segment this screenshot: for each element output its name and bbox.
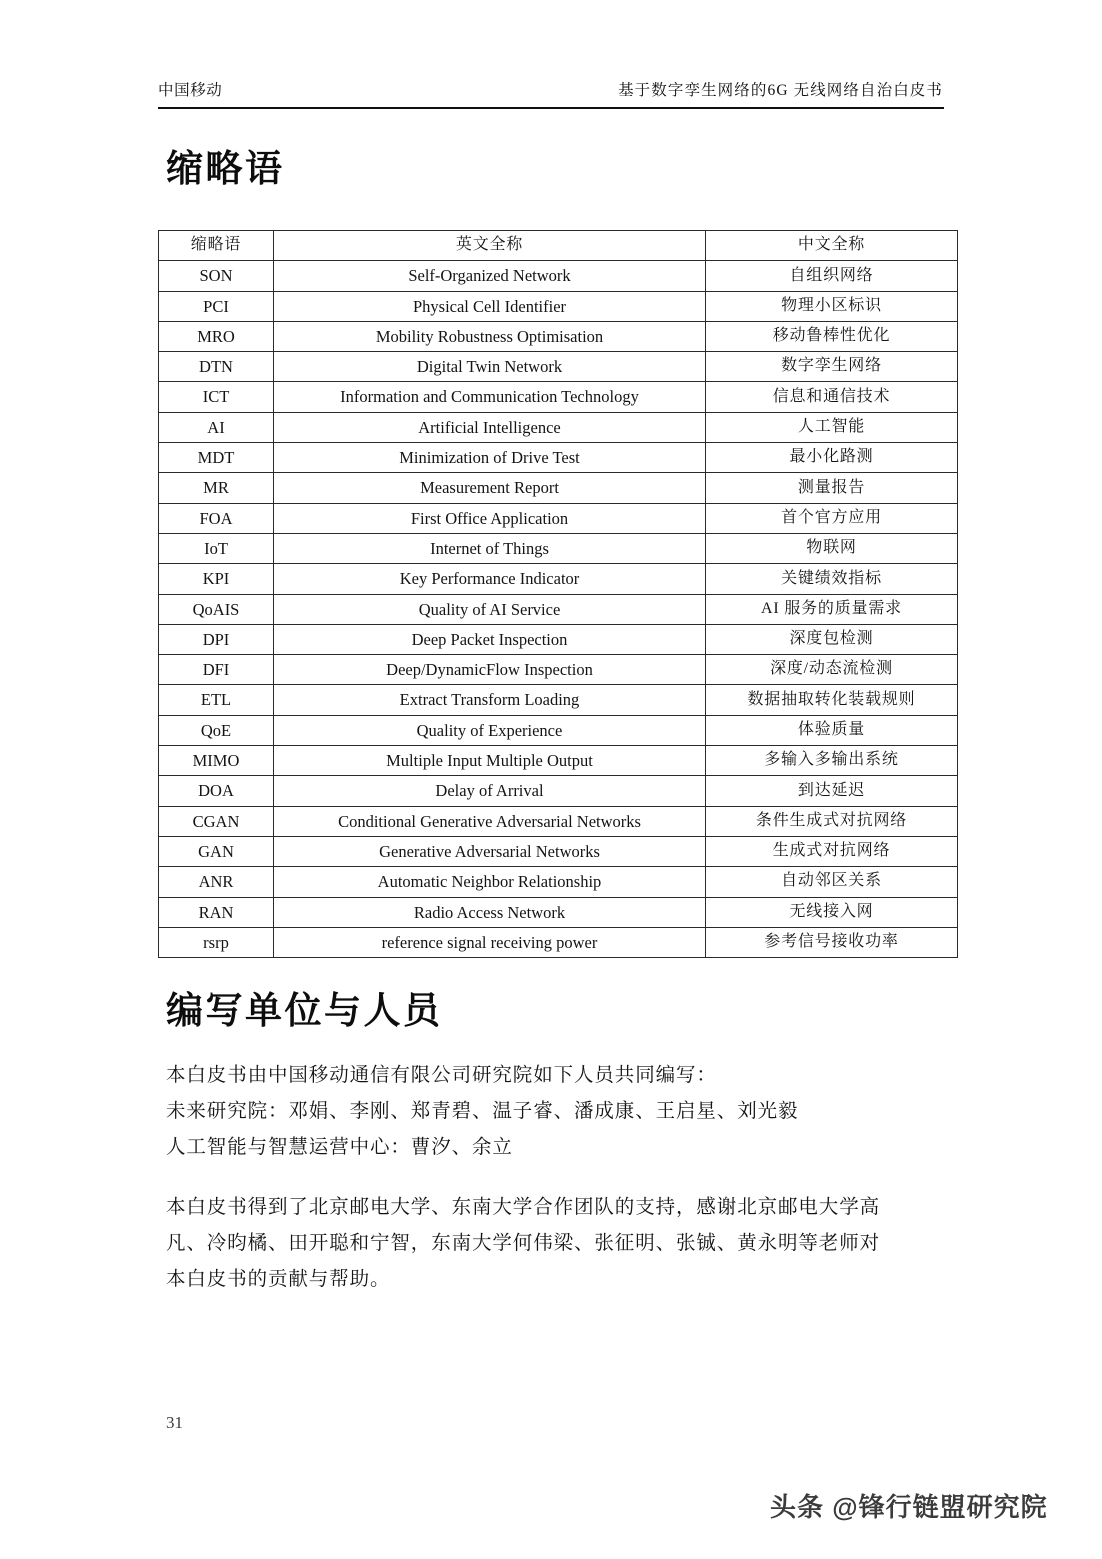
cell-english: Quality of AI Service xyxy=(274,594,706,624)
cell-abbreviation: CGAN xyxy=(159,806,274,836)
cell-chinese: 多输入多输出系统 xyxy=(706,746,958,776)
cell-abbreviation: QoAIS xyxy=(159,594,274,624)
cell-abbreviation: MIMO xyxy=(159,746,274,776)
abbreviations-table-wrapper xyxy=(158,230,944,958)
cell-english: Deep/DynamicFlow Inspection xyxy=(274,655,706,685)
cell-chinese: AI 服务的质量需求 xyxy=(706,594,958,624)
cell-english: Delay of Arrival xyxy=(274,776,706,806)
running-header xyxy=(158,78,943,100)
cell-abbreviation: DPI xyxy=(159,624,274,654)
cell-chinese: 数字孪生网络 xyxy=(706,352,958,382)
cell-abbreviation: DOA xyxy=(159,776,274,806)
page-number: 31 xyxy=(166,1413,183,1432)
cell-abbreviation: SON xyxy=(159,261,274,291)
cell-chinese: 测量报告 xyxy=(706,473,958,503)
cell-english: Conditional Generative Adversarial Networks xyxy=(274,806,706,836)
cell-english: Deep Packet Inspection xyxy=(274,624,706,654)
cell-abbreviation: ETL xyxy=(159,685,274,715)
cell-chinese: 首个官方应用 xyxy=(706,503,958,533)
table-row xyxy=(159,382,958,412)
table-row xyxy=(159,897,958,927)
page-title-abbreviations: 缩略语 xyxy=(166,149,285,190)
watermark xyxy=(770,1487,1048,1524)
cell-chinese: 数据抽取转化装载规则 xyxy=(706,685,958,715)
column-header-chinese: 中文全称 xyxy=(706,231,958,261)
cell-chinese: 无线接入网 xyxy=(706,897,958,927)
cell-abbreviation: MR xyxy=(159,473,274,503)
cell-abbreviation: DFI xyxy=(159,655,274,685)
table-row xyxy=(159,564,958,594)
cell-english: Key Performance Indicator xyxy=(274,564,706,594)
cell-chinese: 关键绩效指标 xyxy=(706,564,958,594)
cell-english: Radio Access Network xyxy=(274,897,706,927)
table-row xyxy=(159,655,958,685)
page-title-authors: 编写单位与人员 xyxy=(166,991,443,1032)
cell-english: Artificial Intelligence xyxy=(274,412,706,442)
cell-english: Physical Cell Identifier xyxy=(274,291,706,321)
column-header-abbreviation: 缩略语 xyxy=(159,231,274,261)
acknowledgement-paragraph xyxy=(166,1190,950,1298)
acknowledgement-line-3: 本白皮书的贡献与帮助。 xyxy=(166,1269,391,1290)
table-header-row xyxy=(159,231,958,261)
cell-abbreviation: IoT xyxy=(159,533,274,563)
acknowledgement-line-2: 凡、冷昀橘、田开聪和宁智，东南大学何伟梁、张征明、张铖、黄永明等老师对 xyxy=(166,1233,881,1254)
cell-chinese: 到达延迟 xyxy=(706,776,958,806)
cell-chinese: 自组织网络 xyxy=(706,261,958,291)
cell-abbreviation: MDT xyxy=(159,443,274,473)
cell-abbreviation: FOA xyxy=(159,503,274,533)
cell-chinese: 体验质量 xyxy=(706,715,958,745)
cell-english: Mobility Robustness Optimisation xyxy=(274,321,706,351)
cell-english: Internet of Things xyxy=(274,533,706,563)
cell-chinese: 深度包检测 xyxy=(706,624,958,654)
cell-abbreviation: PCI xyxy=(159,291,274,321)
cell-abbreviation: ANR xyxy=(159,867,274,897)
cell-abbreviation: ICT xyxy=(159,382,274,412)
table-row xyxy=(159,412,958,442)
table-row xyxy=(159,836,958,866)
cell-abbreviation: QoE xyxy=(159,715,274,745)
cell-english: Self-Organized Network xyxy=(274,261,706,291)
cell-english: reference signal receiving power xyxy=(274,927,706,957)
header-left-text: 中国移动 xyxy=(158,82,223,99)
authors-line-1: 本白皮书由中国移动通信有限公司研究院如下人员共同编写： xyxy=(166,1065,717,1086)
header-rule xyxy=(158,107,944,109)
cell-chinese: 物联网 xyxy=(706,533,958,563)
cell-english: Digital Twin Network xyxy=(274,352,706,382)
authors-paragraph xyxy=(166,1058,950,1166)
table-row xyxy=(159,261,958,291)
cell-english: Quality of Experience xyxy=(274,715,706,745)
table-row xyxy=(159,443,958,473)
watermark-text: 头条 @锋行链盟研究院 xyxy=(770,1492,1048,1522)
cell-chinese: 条件生成式对抗网络 xyxy=(706,806,958,836)
cell-english: Extract Transform Loading xyxy=(274,685,706,715)
cell-chinese: 深度/动态流检测 xyxy=(706,655,958,685)
table-row xyxy=(159,867,958,897)
cell-abbreviation: DTN xyxy=(159,352,274,382)
table-row xyxy=(159,594,958,624)
table-row xyxy=(159,715,958,745)
cell-chinese: 移动鲁棒性优化 xyxy=(706,321,958,351)
cell-chinese: 自动邻区关系 xyxy=(706,867,958,897)
table-row xyxy=(159,746,958,776)
table-row xyxy=(159,685,958,715)
abbreviations-table xyxy=(158,230,958,958)
cell-english: Measurement Report xyxy=(274,473,706,503)
table-row xyxy=(159,806,958,836)
cell-english: First Office Application xyxy=(274,503,706,533)
cell-chinese: 最小化路测 xyxy=(706,443,958,473)
table-row xyxy=(159,776,958,806)
cell-chinese: 生成式对抗网络 xyxy=(706,836,958,866)
cell-abbreviation: AI xyxy=(159,412,274,442)
table-row xyxy=(159,473,958,503)
authors-line-2: 未来研究院：邓娟、李刚、郑青碧、温子睿、潘成康、王启星、刘光毅 xyxy=(166,1101,799,1122)
table-row xyxy=(159,533,958,563)
acknowledgement-line-1: 本白皮书得到了北京邮电大学、东南大学合作团队的支持，感谢北京邮电大学高 xyxy=(166,1197,881,1218)
authors-line-3: 人工智能与智慧运营中心：曹汐、余立 xyxy=(166,1137,513,1158)
cell-abbreviation: GAN xyxy=(159,836,274,866)
cell-english: Minimization of Drive Test xyxy=(274,443,706,473)
cell-chinese: 人工智能 xyxy=(706,412,958,442)
cell-abbreviation: KPI xyxy=(159,564,274,594)
column-header-english: 英文全称 xyxy=(274,231,706,261)
cell-chinese: 物理小区标识 xyxy=(706,291,958,321)
cell-abbreviation: rsrp xyxy=(159,927,274,957)
cell-english: Information and Communication Technology xyxy=(274,382,706,412)
header-right-text: 基于数字孪生网络的6G 无线网络自治白皮书 xyxy=(618,82,943,99)
table-row xyxy=(159,624,958,654)
cell-english: Multiple Input Multiple Output xyxy=(274,746,706,776)
cell-chinese: 信息和通信技术 xyxy=(706,382,958,412)
cell-chinese: 参考信号接收功率 xyxy=(706,927,958,957)
cell-english: Generative Adversarial Networks xyxy=(274,836,706,866)
table-row xyxy=(159,321,958,351)
table-row xyxy=(159,291,958,321)
table-row xyxy=(159,352,958,382)
cell-abbreviation: MRO xyxy=(159,321,274,351)
cell-english: Automatic Neighbor Relationship xyxy=(274,867,706,897)
cell-abbreviation: RAN xyxy=(159,897,274,927)
table-row xyxy=(159,503,958,533)
table-row xyxy=(159,927,958,957)
